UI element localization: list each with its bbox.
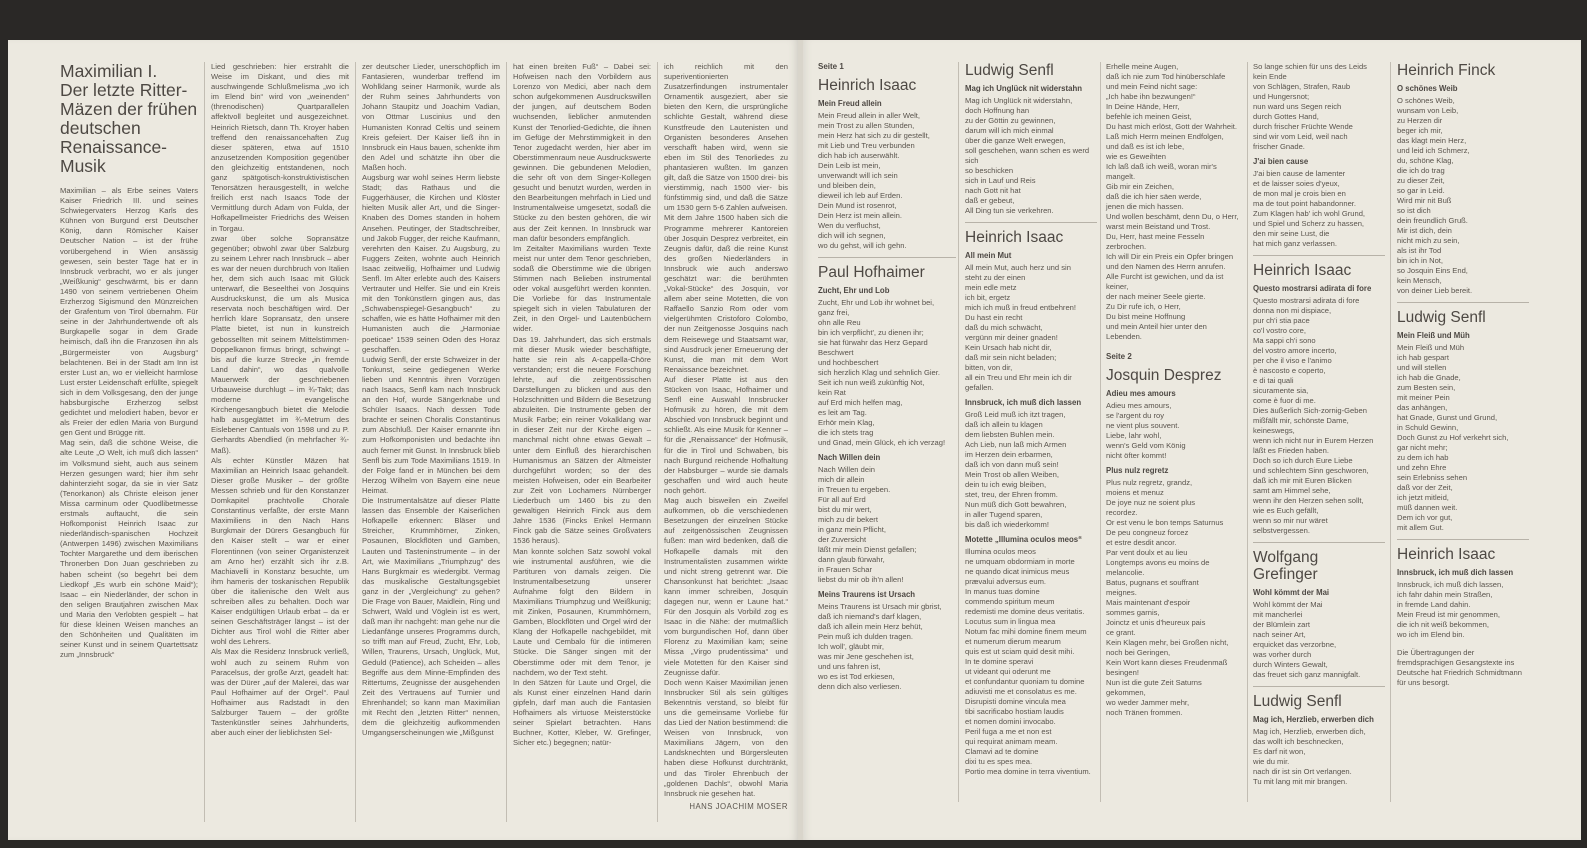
lyrics-column-2 bbox=[965, 62, 1097, 802]
lyrics-column-5 bbox=[1397, 62, 1529, 687]
composer-name: Heinrich Isaac bbox=[965, 229, 1064, 246]
composer-name: Paul Hofhaimer bbox=[818, 264, 925, 281]
song-title: Adieu mes amours bbox=[1106, 389, 1176, 398]
song-list bbox=[1106, 367, 1244, 718]
song-title: All mein Mut bbox=[965, 251, 1012, 260]
translation-credit: Die Übertragungen der fremdsprachigen Gesangstexte ins Deutsche hat Friedrich Schmidtmann für uns besorgt. bbox=[1397, 648, 1522, 687]
left-panel bbox=[8, 40, 798, 840]
composer-name: Heinrich Isaac bbox=[1397, 546, 1496, 563]
right-panel bbox=[803, 40, 1581, 840]
column-divider bbox=[1390, 62, 1391, 802]
column-divider bbox=[958, 62, 959, 802]
intro-text: Maximilian – als Erbe seines Vaters Kaiser Friedrich III. und seines Schwiegervaters Herzog Karls des Kühnen von Burgund erst Deutscher König, dann Römischer Kaiser Deutscher Nation – ist der frühe vorübergehend in Wien ansässig gewesen, sein bester Tage hat er in Innsbruck verbracht, wo er als junger „Weißkunig“ geschwärmt, bis er dann 1490 von seinem vertriebenen Oheim Erzherzog Sigismund den Münzreichen der Grafentum von Tirol übernahm. Für seine in der Jahrhundertwende oft als Burgkapelle sogar in dem Grade heimisch, daß ihn die Franzosen ihn als „Bürgermeister von Augsburg“ belachtenen. Bei in der Stadt am Inn ist erster Lust an, wo er vielleicht harmlose Lust erster Leidenschaft erfüllte, spiegelt sich in dem Volksgesang, den der junge habsburgische Erzherzog selbst gedichtet und melodiert haben, bevor er als Freier der edlen Maria von Burgund gen Gent und Brügge ritt. Mag sein, daß die schöne Weise, die alte Leute „O Welt, ich muß dich lassen“ im Volksmund sieht, auch aus seinem Herzen gesungen ward; hier ihm sehr dahinterzieht sogar, da sie in vier Satz (Tenorkanon) als Christe eleison jener Missa carminum oder Quodlibetmesse erstmals auftaucht, die sein Hofkomponist Heinrich Isaac zur niederländisch-spanischen Hochzeit (Antwerpen 1496) zwischen Maximilians Tochter Margarethe und dem iberischen Thronerben Don Juan geschrieben zu haben scheint (so begehrt bei dem Liedkopf „Es wurb ein schöne Maid“); Isaac – ein Niederländer, der schon in den seligen Brautjahren zwischen Max und Maria den Verlobten gespielt – hat für diese kleinen Weisen manches an den Schönheiten und Qualitäten im seiner Kunst und in seinem Quartettsatz zum „Innsbruck“ bbox=[60, 186, 198, 660]
song-title: Mag ich Unglück nit widerstahn bbox=[965, 84, 1082, 93]
lyrics-column-3 bbox=[1106, 62, 1244, 782]
composer-name: Ludwig Senfl bbox=[965, 62, 1054, 79]
song-list bbox=[818, 77, 956, 692]
song-lyrics: Mag ich, Herzlieb, erwerben dich, das wollt ich beschnecken, Es darf nit won, wie du mir. nach dir ist sin Ort verlangen. Tu mit lang mit mir brangen. bbox=[1253, 727, 1366, 786]
song-title: Nach Willen dein bbox=[818, 453, 881, 462]
song-lyrics: Nach Willen dein mich dir allein in Treuen tu ergeben. Für all auf Erd bist du mir wert, mich zu dir bekert in ganz mein Pflicht, der Zuversicht läßt mir mein Dienst gefallen; dann glaub fürwahr, in Frauen Schar liebst du mir ob ih'n allen! bbox=[818, 465, 917, 584]
song-lyrics: Mein Freud allein in aller Welt, mein Trost zu allen Stunden, mein Herz hat sich zu dir gestellt, mit Lieb und Treu verbunden dich hab ich auserwählt. Dein Leib ist mein, unverwandt will ich sein und bleiben dein, dieweil ich leb auf Erden. Dein Mund ist rosenrot, Dein Herz ist mein allein. Wen du verfluchst, dich will ich segnen, wo du gehst, will ich gehn. bbox=[818, 111, 930, 250]
song-title: Motette „Illumina oculos meos“ bbox=[965, 535, 1082, 544]
song-lyrics: J'ai bien cause de lamenter et de laisser soies d'yeux, de mon mal je crois bien en ma de tout point habandonner. Zum Klagen hab' ich wohl Grund, und Spiel und Scherz zu hassen, den mir seine Lust, die hat mich ganz verlassen. bbox=[1253, 169, 1366, 248]
column-2 bbox=[211, 62, 349, 822]
section-rule bbox=[1397, 539, 1529, 540]
song-lyrics: Groß Leid muß ich itzt tragen, daß ich allein tu klagen dem liebsten Buhlen mein. Ach Lieb, nun laß mich Armen im Herzen dein erbarmen, daß ich von dann muß sein! Mein Trost ob allen Weiben, dein tu ich ewig bleiben, stet, treu, der Ehren fromm. Nun müß dich Gott bewahren, in aller Tugend sparen, bis daß ich wiederkomm! bbox=[965, 410, 1067, 529]
song-title: Meins Traurens ist Ursach bbox=[818, 590, 916, 599]
song-lyrics: Questo mostrarsi adirata di fore donna non mi dispiace, pur ch'i stia pace co'l vostro core, Ma sappi ch'i sono del vostro amore incerto, per che il viso e l'animo è nascosto e coperto, e di tai quali sicuramente sia, come è fuor di me. Dies äußerlich Sich-zornig-Geben mißfällt mir, schönste Dame, keineswegs, wenn ich nicht nur in Eurem Herzen läßt es Frieden haben. Doch so ich durch Eure Liebe und schlechtem Sinn geschworen, daß ich mir mit Euren Blicken samt am Himmel sehe, wenn ihr den Herzen sehen sollt, wie es Euch gefällt, wenn so mir nur wäret selbstvergessen. bbox=[1253, 296, 1374, 535]
song-title: Plus nulz regretz bbox=[1106, 466, 1169, 475]
song-title: Mein Freud allein bbox=[818, 99, 882, 108]
song-lyrics: Zucht, Ehr und Lob ihr wohnet bei, ganz frei, ohn alle Reu bin ich verpflicht', zu dienen ihr; sie hat fürwahr das Herz Gepard Beschwert und hochbeschert sich herzlich Klag und sehnlich Gier. Seit ich nun weiß zukünftig Not, kein Rat auf Erd mich helfen mag, es leit am Tag. Erhör mein Klag, die ich stets trag und Gnad, mein Glück, eh ich verzag! bbox=[818, 298, 946, 447]
song-lyrics: Illumina oculos meos ne umquam obdormiam in morte ne quando dicat inimicus meus prævalui adversus eum. In manus tuas domine commendo spiritum meum redemisti me domine deus veritatis. Locutus sum in lingua mea Notum fac mihi domine finem meum et numerum dierum mearum quis est ut sciam quid desit mihi. In te domine speravi ut videant qui oderunt me et confundantur quoniam tu domine adiuvisti me et consolatus es me. Disrupisti domine vincula mea tibi sacrificabo hostiam laudis et nomen domini invocabo. Peril fuga a me et non est qui requirat animam meam. Clamavi ad te domine dixi tu es spes mea. Portio mea domine in terra viventium. bbox=[965, 547, 1091, 776]
column-3 bbox=[362, 62, 500, 782]
translation-text: Erhelle meine Augen, daß ich nie zum Tod hinüberschlafe und mein Feind nicht sage: „Ich habe ihn bezwungen!“ In Deine Hände, Herr, befehle ich meinen Geist, Du hast mich erlöst, Gott der Wahrheit. Laß mich Herrn meinen Endfolgen, und daß es ist ich lebe, wie es Geweihten Ich laß daß ich weiß, woran mir's mangelt. Gib mir ein Zeichen, daß die ich hier säen werde, jenen die mich hassen. Und wollen beschämt, denn Du, o Herr, warst mein Beistand und Trost. Du, Herr, hast meine Fesseln zerbrochen. Ich will Dir ein Preis ein Opfer bringen und den Namen des Herrn anrufen. Alle Furcht ist gewichen, und da ist keiner, der nach meiner Seele gierte. Zu Dir rufe ich, o Herr, Du bist meine Hoffnung und mein Anteil hier unter den Lebenden. bbox=[1106, 62, 1239, 341]
composer-name: Wolfgang Grefinger bbox=[1253, 549, 1319, 583]
song-title: Mag ich, Herzlieb, erwerben dich bbox=[1253, 715, 1374, 724]
lyrics-column-1 bbox=[818, 62, 956, 702]
song-title: O schönes Weib bbox=[1397, 84, 1458, 93]
song-title: J'ai bien cause bbox=[1253, 157, 1309, 166]
column-divider bbox=[506, 62, 507, 822]
column-divider bbox=[355, 62, 356, 822]
record-sleeve bbox=[8, 40, 1581, 840]
section-rule bbox=[1397, 302, 1529, 303]
essay-column-5: ich reichlich mit den superiventionierten Zusatzerfindungen instrumentaler Ornamentik ausgeziert, aber sie bieten den Kern, die ursprüngliche schlichte Gestalt, während diese Kunstfreude den Lautenisten und Organisten besonderes Ansehen verschafft haben wird, wenn sie eben im Stil des Tenorliedes zu phantasieren wußten. Im ganzen gilt, daß die Sätze von 1500 drei- bis vierstimmig, nach 1500 vier- bis fünfstimmig sind, und daß die Sätze um 1530 gern 5-6 Zahlen aufweisen. Mit dem Jahre 1500 haben sich die Programme mehrerer Kantoreien über Josquin Desprez verbreitet, ein Zeugnis dafür, daß die reine Kunst des großen Niederländers in Innsbruck wie auch anderswo geschätzt war: die berühmten „Vokal-Stücke“ des Josquin, vor allem aber seine Motetten, die von Raffaello Sanzio Rom oder vom vielgerühmten Cristoforo Colombo, der nun Zeitgenosse Josquins nach dem Reisewege und Staatsamt war, sind Ausdruck jener Erneuerung der Kunst, die man mit dem Wort Renaissance bezeichnet. Auf dieser Platte ist aus den Stücken von Isaac, Hofhaimer und Senfl eine Auswahl Innsbrucker Hofmusik zu hören, die mit dem Abschied von Innsbruck beginnt und schließt. Als eine Musik für Kenner – für die „Renaissance“ der Hofmusik, für die in Tirol und Schwaben, bis nach Burgund reichende Hofhaltung der Habsburger – wurde sie damals geschaffen und wird auch heute noch gehört. Mag auch bisweilen ein Zweifel aufkommen, ob die verschiedenen Besetzungen der einzelnen Stücke auf zeitgenössischen Zeugnissen fußen: man wird bedenken, daß die Hofkapelle damals mit den Instrumentalisten zusammen wirkte und nicht streng getrennt war. Die Chansonkunst hat berichtet: „Isaac kann immer schreiben, Josquin dagegen nur, wenn er Laune hat.“ Für den Josquin als Vorbild zog es Isaac in die Nähe: der mutmaßlich vom burgundischen Hof, dann über Florenz zu Maximilian kam; seine Missa „Virgo prudentissima“ und viele Motetten für den Kaiser sind Zeugnisse dafür. Doch wenn Kaiser Maximilian jenen Innsbrucker Stil als sein gültiges Bekenntnis verstand, so bleibt für uns die gemeinsame Vorliebe für das Lied der Nation bestimmend: die Weisen von Innsbruck, von Maximilians Jägern, von den Landsknechten und Bürgersleuten haben diese Hofkunst durchtränkt, und das Tiroler Ehrenbuch der „goldenen Dachls“, obwohl Maria Innsbruck nie gesehen hat. bbox=[664, 62, 788, 798]
song-lyrics: O schönes Weib, wunsam von Leib, zu Herzen dir beger ich mir, das klagt mein Herz, und leid ich Schmerz, du, schöne Klag, die ich do trag zu dieser Zeit, so gar in Leid. Wird mir nit Buß so ist dich dein freundlich Gruß. Mir ist dich, dein nicht mich zu sein, als ist ihr Tod bin ich in Not, so Josquin Eins End, kein Mensch, von deiner Lieb bereit. bbox=[1397, 96, 1473, 295]
song-list bbox=[1397, 62, 1529, 640]
song-lyrics: Adieu mes amours, se l'argent du roy ne vient plus souvent. Liebe, lahr wohl, wenn's Geld vom König nicht öfter kommt! bbox=[1106, 401, 1186, 460]
composer-name: Heinrich Isaac bbox=[1253, 262, 1352, 279]
composer-name: Ludwig Senfl bbox=[1253, 693, 1342, 710]
song-lyrics: Innsbruck, ich muß dich lassen, ich fahr dahin mein Straßen, in fremde Land dahin. Mein Freud ist mir genommen, die ich nit weiß bekommen, wo ich im Elend bin. bbox=[1397, 580, 1504, 639]
column-divider bbox=[657, 62, 658, 822]
song-title: Questo mostrarsi adirata di fore bbox=[1253, 284, 1372, 293]
song-lyrics: All mein Mut, auch herz und sin steht zu der einen mein edle metz ich bit, ergetz mich ich muß in freud entbehren! Du hast ein recht daß du mich schwächt, vergünn mir deiner gnaden! Kein Ursach hab nicht dir, daß mir sein nicht beladen; bitten, von dir, all ein Treu und Ehr mein ich dir gefallen. bbox=[965, 263, 1077, 392]
composer-name: Heinrich Isaac bbox=[818, 77, 917, 94]
essay-column-2: Lied geschrieben: hier erstrahlt die Weise im Diskant, und dies mit auschwingende Schlußmelisma „wo ich im Elend bin“ wird von „weinenden“ (threnodischen) Quartparallelen affektvoll begleitet und ausgezeichnet. Heinrich Rietsch, dann Th. Kroyer haben treffend den renaissancehaften Zug dieser späteren, etwa auf 1510 anzusetzenden Komposition gegenüber den gleichzeitig entstandenen, noch ganz spätgotisch-konstruktivistischen Tenorsätzen herausgestellt, in welche freilich erst nach Isaacs Tode der Vermittlung durch Adam von Fulda, der Hofkapellmeister Friedrichs des Weisen in Torgau. zwar über solche Sopransätze gegenüber; obwohl zwar über Salzburg zu seinem Lehrer nach Innsbruck – aber es war der neuen durchbruch von Italien her, dem sich auch Isaac mit Glück unterwarf, die Beseelthei von Josquins Ausdruckskunst, die um als Musica reservata noch beschäftigen wird. Der herrlich klare Sopransatz, den unsere Platte bietet, ist nun in kunstreich gebossellten mit seinem Mittelstimmen-Doppelkanon firmus bringt, schwingt – bis auf die kurze Strecke „in fremde Land dahin“, wo das qualvolle Mauerwerk der geschriebenen Urbauweise durchlugt – im ¾-Takt; das moderne evangelische Kirchengesangbuch bietet die Melodie halb ausgeglättet im ¾-Metrum des Eislebener Cantuals von 1598 und zu P. Gerhardts Abendlied (in mehrfacher ¾-Maß). Als echter Künstler Mäzen hat Maximilian an Heinrich Isaac gehandelt. Dieser große Musiker – der größte Messen schrieb und für den Konstanzer Domkapitel prachtvolle Chorale Constantinus verfaßte, der erste Mann Maximiliens in den Nach Hans Burgkmair der Dürers Gesangbuch für den Kaiser stellt – war er einer Florentinnen (von seiner Organistenzeit am Arno her) erzählt sich ihr z.B. Machiavelli in Konstanz besuchte, um ihm hameris der toskanischen Republik über die italienische den Welt aus schreiben alles zu behalten. Doch war Kaiser endgültigen Urlaub erbat – da er seinen Geschäftsträger längst – ist der Dichter aus Tirol wohl die Ritter aber wohl des Lehrers. Als Max die Residenz Innsbruck verließ, wohl auch zu seinem Ruhm von Paracelsus, der große Arzt, geadelt hat: was der Dürer „auf der Malerei, das war Paul Hofhaimer auf der Orgel“. Paul Hofhaimer aus Radstadt in den Salzburger Tauern – der größte Tastenkünstler seines Jahrhunderts, aber auch einer der lieblichsten Sel- bbox=[211, 62, 349, 738]
song-title: Wohl kömmt der Mai bbox=[1253, 588, 1330, 597]
composer-name: Heinrich Finck bbox=[1397, 62, 1496, 79]
section-rule bbox=[1253, 255, 1385, 256]
essay-column-4: hat einen breiten Fuß“ – Dabei sei: Hofweisen nach den Vorbildern aus Lorenzo von Medici, aber nach dem schon aufgekommenen Ausdruckswillen der jungen, auf deutschem Boden wuchsenden, lieblicher anmutenden Kunst der Tenorlied-Gedichte, die ihnen im Gefüge der Mehrstimmigkeit in den Tenor zugedacht werden, hier aber im Oberstimmenraum neue Ausdruckswerte gewinnen. Die gebundenen Melodien, die sehr oft von dem Singer-Kollegen gesucht und benutzt wurden, werden in den Bearbeitungen mehrfach in Lied und Instrumentalweise umgesetzt, sodaß die Stücke zu den besten gehören, die wir aus der Zeit kennen. In Innsbruck war man dafür besonders empfänglich. Im Zeitalter Maximilians wurden Texte meist nur unter dem Tenor geschrieben, sodaß die Oberstimme wie die übrigen Stimmen nach Belieben instrumental oder vokal ausgeführt werden konnten. Die Vorliebe für das Instrumentale spiegelt sich in vielen Tabulaturen der Zeit, in den Orgel- und Lautenbüchern wider. Das 19. Jahrhundert, das sich erstmals mit dieser Musik wieder beschäftigte, hatte sie rein als A-cappella-Chöre verstanden; erst die neuere Forschung lehrte, auf die zeitgenössischen Darstellungen zu blicken und aus den Holzschnitten und Bildern die Besetzung abzuleiten. Die Instrumente geben der Musik Farbe; ein reiner Vokalklang war in dieser Zeit nur der Kirche eigen – manchmal nicht ohne etwas Gewalt – unter dem Einfluß des hierarchischen Humanismus an Sätzen der Altmeister durchgeführt worden; so der des meisten Hofweisen, oder ein Bearbeiter zur Zeit von Lochamers Nürnberger Liederbuch um 1460 bis zu den gewaltigen Heinrich Finck aus dem Jahre 1536 (Fincks Enkel Hermann Finck gab die Sätze seines Großvaters 1536 heraus). Man konnte solchen Satz sowohl vokal wie instrumental ausführen, wie die Partituren von damals zeigen. Die Instrumentalbesetzung unserer Aufnahme folgt den Bildern in Maximilians Triumphzug und Weißkunig; mit Zinken, Posaunen, Krummhörnern, Gamben, Blockflöten und Orgel wird der Klang der Hofkapelle nachgebildet, mit Laute und Cembalo für die intimeren Stücke. Die Sänger singen mit der Oberstimme oder mit dem Tenor, je nachdem, wo der Text steht. In den Sätzen für Laute und Orgel, die als Kunst einer einzelnen Hand darin gipfeln, darf man auch die Fantasien Hofhaimers als virtuose Meisterstücke seiner Spielart betrachten. Hans Buchner, Kotter, Kleber, W. Grefinger, Sicher etc.) begegnen; natür- bbox=[513, 62, 651, 748]
song-title: Mein Fleiß und Müh bbox=[1397, 331, 1470, 340]
song-lyrics: Mein Fleiß und Müh ich hab gespart und will stellen ich hab die Gnade, zum Besten sein, mit meiner Pein das anhängen, hat Gnade, Gunst und Grund, in Schuld Gewinn, Doch Gunst zu Hof verkehrt sich, gar nicht mehr; zu dem ich hab und zehn Ehre sein Erlebniss sehen daß vor der Zeit, ich jetzt mitleid, müß dannen weit. Dem ich vor gut, mit allem Gut. bbox=[1397, 343, 1509, 532]
lyrics-column-4 bbox=[1253, 62, 1385, 786]
song-title: Innsbruck, ich muß dich lassen bbox=[1397, 568, 1514, 577]
song-title: Innsbruck, ich muß dich lassen bbox=[965, 398, 1082, 407]
song-list bbox=[965, 62, 1097, 777]
column-5 bbox=[664, 62, 788, 811]
page-title: Maximilian I. Der letzte Ritter- Mäzen der frühen deutschen Renaissance- Musik bbox=[60, 61, 198, 176]
section-rule bbox=[1253, 542, 1385, 543]
column-divider bbox=[1100, 62, 1101, 802]
song-lyrics: Meins Traurens ist Ursach mir gbrist, daß ich niemand's darf klagen, daß ich allein mein Herz behüt, Pein muß ich dulden tragen. Ich woll', gläubt mir, was mir Jene geschehen ist, und uns fahren ist, wo es ist Tod erkiesen, denn dich also verliesen. bbox=[818, 602, 942, 691]
translation-text: So lange schien für uns des Leids kein Ende von Schlägen, Strafen, Raub und Hungersnot; nun ward uns Segen reich durch Gottes Hand, durch frischer Früchte Wende sind wir vom Leid, weil nach frischer Gnade. bbox=[1253, 62, 1367, 151]
composer-name: Ludwig Senfl bbox=[1397, 309, 1486, 326]
column-4 bbox=[513, 62, 651, 822]
column-divider bbox=[1247, 62, 1248, 802]
song-title: Zucht, Ehr und Lob bbox=[818, 286, 890, 295]
song-list bbox=[1253, 157, 1385, 787]
side-1-label: Seite 1 bbox=[818, 62, 844, 71]
column-title bbox=[60, 62, 198, 662]
section-rule bbox=[818, 257, 956, 258]
song-lyrics: Wohl kömmt der Mai mit mancherlei der Blümlein zart nach seiner Art, erquicket das verzorbne, was vorher durch durch Winters Gewalt, das freuet sich ganz mannigfalt. bbox=[1253, 600, 1361, 679]
author-signature: HANS JOACHIM MOSER bbox=[689, 801, 788, 811]
section-rule bbox=[1253, 686, 1385, 687]
composer-name: Josquin Desprez bbox=[1106, 367, 1222, 384]
section-rule bbox=[965, 222, 1097, 223]
song-lyrics: Mag ich Unglück nit widerstahn, doch Hoffnung han zu der Göttin zu gewinnen, darum will ich mich einmal über die ganze Welt erwegen, soll geschehen, wann schen es werd sich so beschicken sich in Lauf und Reis nach Gott nit hat daß er gebeut, All Ding tun sie verkehren. bbox=[965, 96, 1090, 215]
essay-column-3: zer deutscher Lieder, unerschöpflich im Fantasieren, wunderbar treffend im Wohlklang seiner Harmonik, wurde als der Ruhm seines Jahrhunderts von Johann Staupitz und Joachim Vadian, von Ottmar Luscinius und den Humanisten Konrad Celtis und seinem Kreis gefeiert. Der Kaiser ließ ihn in Innsbruck ein Haus bauen, schenkte ihm den Adel und schätzte ihn über die Maßen hoch. Augsburg war wohl seines Herrn liebste Stadt; das Rathaus und die Fuggerhäuser, die Kirchen und Klöster hielten Musik aller Art, und die Singer-Knaben des Domes standen in hohem Ansehen. Peutinger, der Stadtschreiber, und Jakob Fugger, der reiche Kaufmann, verehrten den Kaiser. Zu Augsburg, zu Fuggers Zeiten, wohnte auch Heinrich Isaac zeitweilig, Hofhaimer und Ludwig Senfl. Im Alter erlebte auch des Kaisers Vertrauter und Helfer. Sie und ein Kreis mit den Tonkünstlern gingen aus, das „Schwabenspiegel-Gesangbuch“ zu schaffen, wie es hätte Hofhaimer mit den Humanisten auch die „Harmoniae poeticae“ 1539 seinen Oden des Horaz geschaffen. Ludwig Senfl, der erste Schweizer in der Tonkunst, seine gediegenen Werke lieben und Kenntnis ihren Vorzügen nach Isaacs, Senfl kam nach Innsbruck an den Hof, wurde Sängerknabe und Schüler Isaacs. Nach dessen Tode brachte er seinen Choralis Constantinus zum Abschluß. Der Kaiser ernannte ihn zum Hofkomponisten und bedachte ihn auch ferner mit Gunst. In Innsbruck blieb Senfl bis zum Tode Maximilians 1519. In der Folge fand er in München bei dem Herzog Wilhelm von Bayern eine neue Heimat. Die Instrumentalsätze auf dieser Platte lassen das Ensemble der Kaiserlichen Hofkapelle erkennen: Bläser und Streicher, Krummhörner, Zinken, Posaunen, Blockflöten und Gamben, Lauten und Tasteninstrumente – in der Art, wie Maximilians „Triumphzug“ des Hans Burgkmair es wiedergibt. Vermag das musikalische Gestaltungsgebiet ganz in der „Vergleichung“ zu gehen? Die Frage von Bauer, Maidlein, Ring und Schwert, Wald und Vöglein ist es wert, daß man ihr nachgeht: man gehe nur die Liedanfänge unseres Programms durch, so trifft man auf Freud, Zucht, Ehr, Lob, Willen, Traurens, Ursach, Unglück, Mut, Geduld (Patience), ach Scheiden – alles Begriffe aus dem Minne-Empfinden des Rittertums, Zeugnisse der ausgehenden Zeit des Vertrauens auf Turnier und Ehrenhandel; so kann man Maximilian mit Recht den „letzten Ritter“ nennen, dem die gleichzeitig aufkommenden Umgangserscheinungen wie „Mißgunst bbox=[362, 62, 500, 738]
song-lyrics: Plus nulz regretz, grandz, moiens et menuz De joye nuz ne soient plus recordez. Or est venu le bon temps Saturnus De peu congneuz forcez et estre desdit ancor. Par vent doulx et au lieu Longtemps avons eu moins de melancolie. Batus, pugnans et souffrant meignes. Mais maintenant d'espoir sommes garnis, Joinctz et unis d'heureux pais ce grant. Kein Klagen mehr, bei Großen nicht, noch bei Geringen, Kein Wort kann dieses Freudenmaß besingen! Nun ist die gute Zeit Saturns gekommen, wo weder Jammer mehr, noch Tränen frommen. bbox=[1106, 478, 1229, 717]
column-divider bbox=[204, 62, 205, 822]
side-2-label: Seite 2 bbox=[1106, 352, 1132, 361]
